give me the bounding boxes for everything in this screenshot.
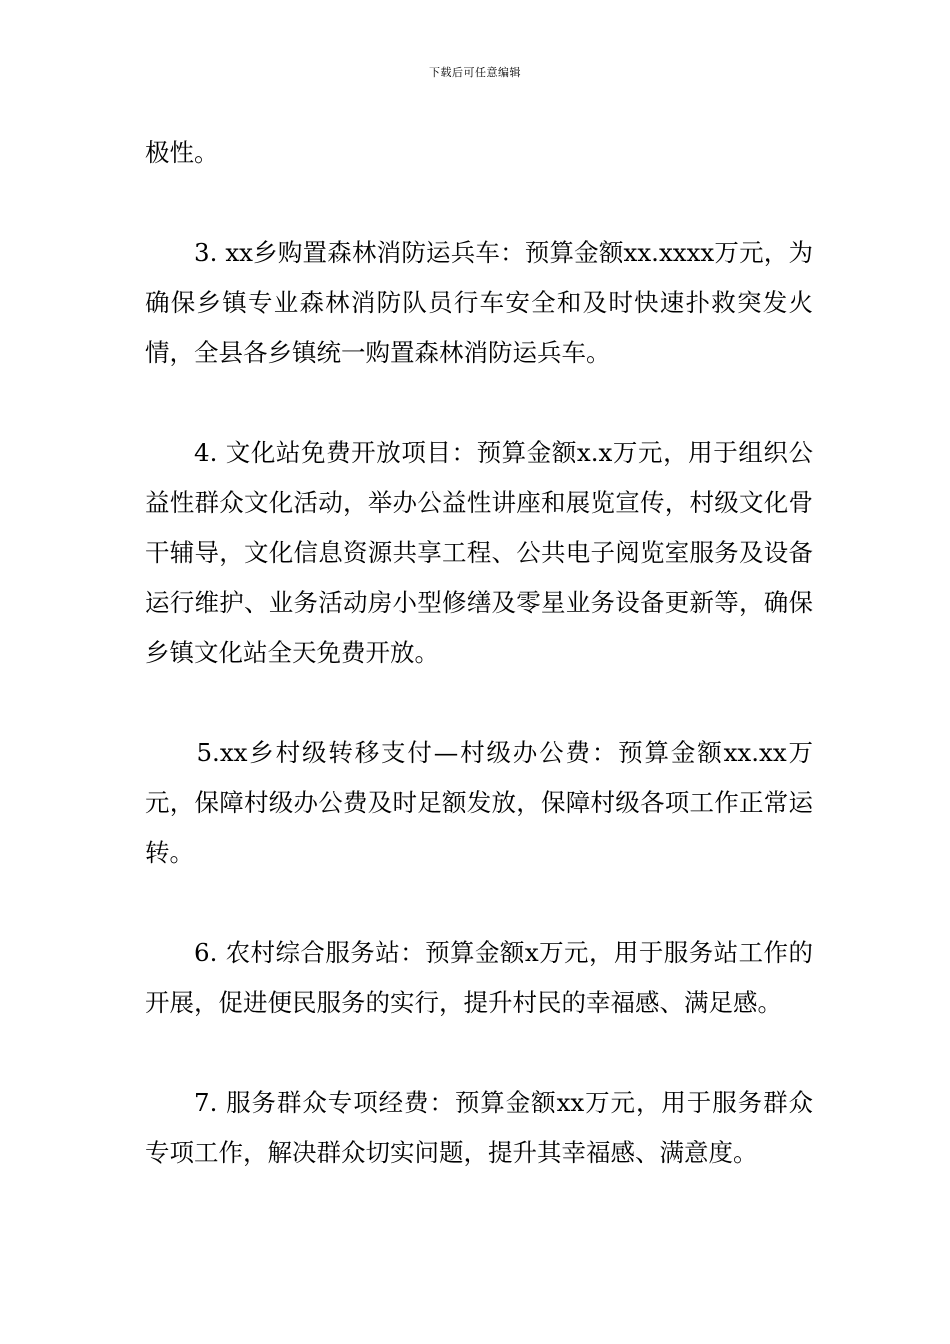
page-header: 下载后可任意编辑 (429, 66, 521, 79)
paragraph-item-3: 3. xx乡购置森林消防运兵车：预算金额xx.xxxx万元，为确保乡镇专业森林消防队员行车安全和及时快速扑救突发火情，全县各乡镇统一购置森林消防运兵车。 (145, 238, 813, 367)
paragraph-continuation: 极性。 (145, 138, 219, 167)
paragraph-item-7: 7. 服务群众专项经费：预算金额xx万元，用于服务群众专项工作，解决群众切实问题，提升其幸福感、满意度。 (145, 1088, 813, 1167)
paragraph-item-5: 5.xx乡村级转移支付—村级办公费：预算金额xx.xx万元，保障村级办公费及时足额发放，保障村级各项工作正常运转。 (145, 738, 813, 867)
paragraph-item-6: 6. 农村综合服务站：预算金额x万元，用于服务站工作的开展，促进便民服务的实行，提升村民的幸福感、满足感。 (145, 938, 813, 1017)
paragraph-item-4: 4. 文化站免费开放项目：预算金额x.x万元，用于组织公益性群众文化活动，举办公益性讲座和展览宣传，村级文化骨干辅导，文化信息资源共享工程、公共电子阅览室服务及设备运行维护、业务活动房小型修缮及零星业务设备更新等，确保乡镇文化站全天免费开放。 (145, 438, 813, 667)
document-body (145, 128, 813, 1228)
